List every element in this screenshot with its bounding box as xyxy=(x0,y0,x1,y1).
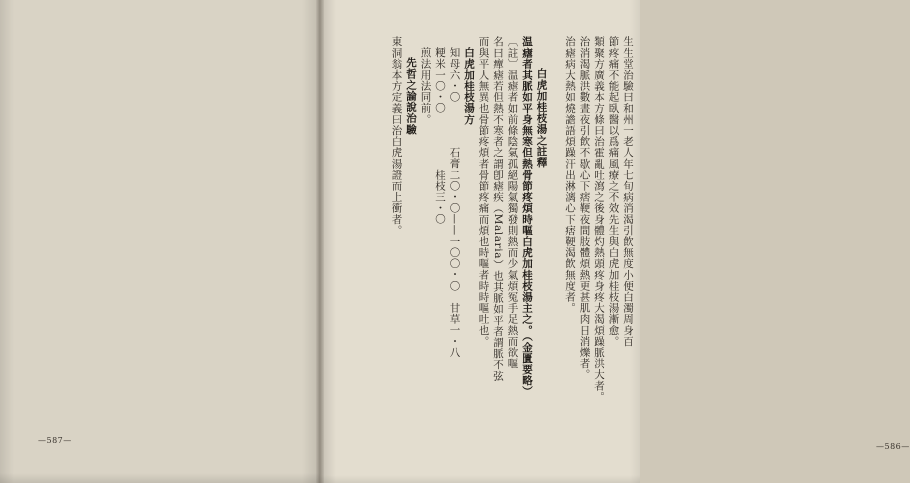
section-heading: 白虎加桂枝湯之註釋 xyxy=(535,67,548,168)
text-column: 治瘧病大熱如燒譫語煩躁汗出淋漓心下痞鞕渴飲無度者。 xyxy=(564,36,576,314)
left-page xyxy=(0,0,320,483)
right-page-text xyxy=(335,36,635,436)
right-page xyxy=(320,0,910,483)
page-number: —586— xyxy=(876,442,910,451)
text-column: 東洞翁本方定義曰治白虎湯證而上衝者。 xyxy=(390,36,403,236)
annotation-column: 〔註〕温瘧者如前條陰氣孤絕陽氣獨發則熱而少氣煩冤手足熱而欲嘔 xyxy=(506,36,519,369)
text-column: 類聚方廣義本方條曰治霍亂吐瀉之後身體灼熱頭疼身疼大渴煩躁脈洪大者。 xyxy=(593,36,605,403)
formula-column: 知母六・〇 石膏二〇・〇——一〇〇・〇 甘草一・八 xyxy=(448,46,461,358)
text-column: 生生堂治驗曰和州一老人年七旬病消渴引飲無度小便白濁周身百 xyxy=(622,36,634,347)
text-column: 而與平人無異也骨節疼煩者骨節疼痛而煩也時嘔者時時嘔吐也。 xyxy=(477,36,490,347)
book-gutter xyxy=(316,0,324,483)
formula-heading: 白虎加桂枝湯方 xyxy=(463,46,475,125)
page-number: —587— xyxy=(38,436,72,445)
text-column: 節疼痛不能起臥醫以爲痛風療之不效先生與白虎加桂枝湯漸愈。 xyxy=(607,36,620,347)
text-column: 煎法用法同前。 xyxy=(419,46,432,125)
section-heading: 先哲之論說治驗 xyxy=(405,57,417,135)
classical-text-column: 温瘧者其脈如平身無寒但熱骨節疼煩時嘔白虎加桂枝湯主之。（金匱要略） xyxy=(521,36,533,398)
formula-column: 粳米一〇・〇 桂枝三・〇 xyxy=(434,46,446,225)
text-column: 名曰癉瘧若但熱不寒者之謂卽瘧疾（Malaria）也其脈如平者謂脈不弦 xyxy=(492,36,504,382)
text-column: 治消渴脈洪數晝夜引飲不歇心下痞鞕夜間肢體煩熱更甚肌肉日消爍者。 xyxy=(578,36,591,381)
